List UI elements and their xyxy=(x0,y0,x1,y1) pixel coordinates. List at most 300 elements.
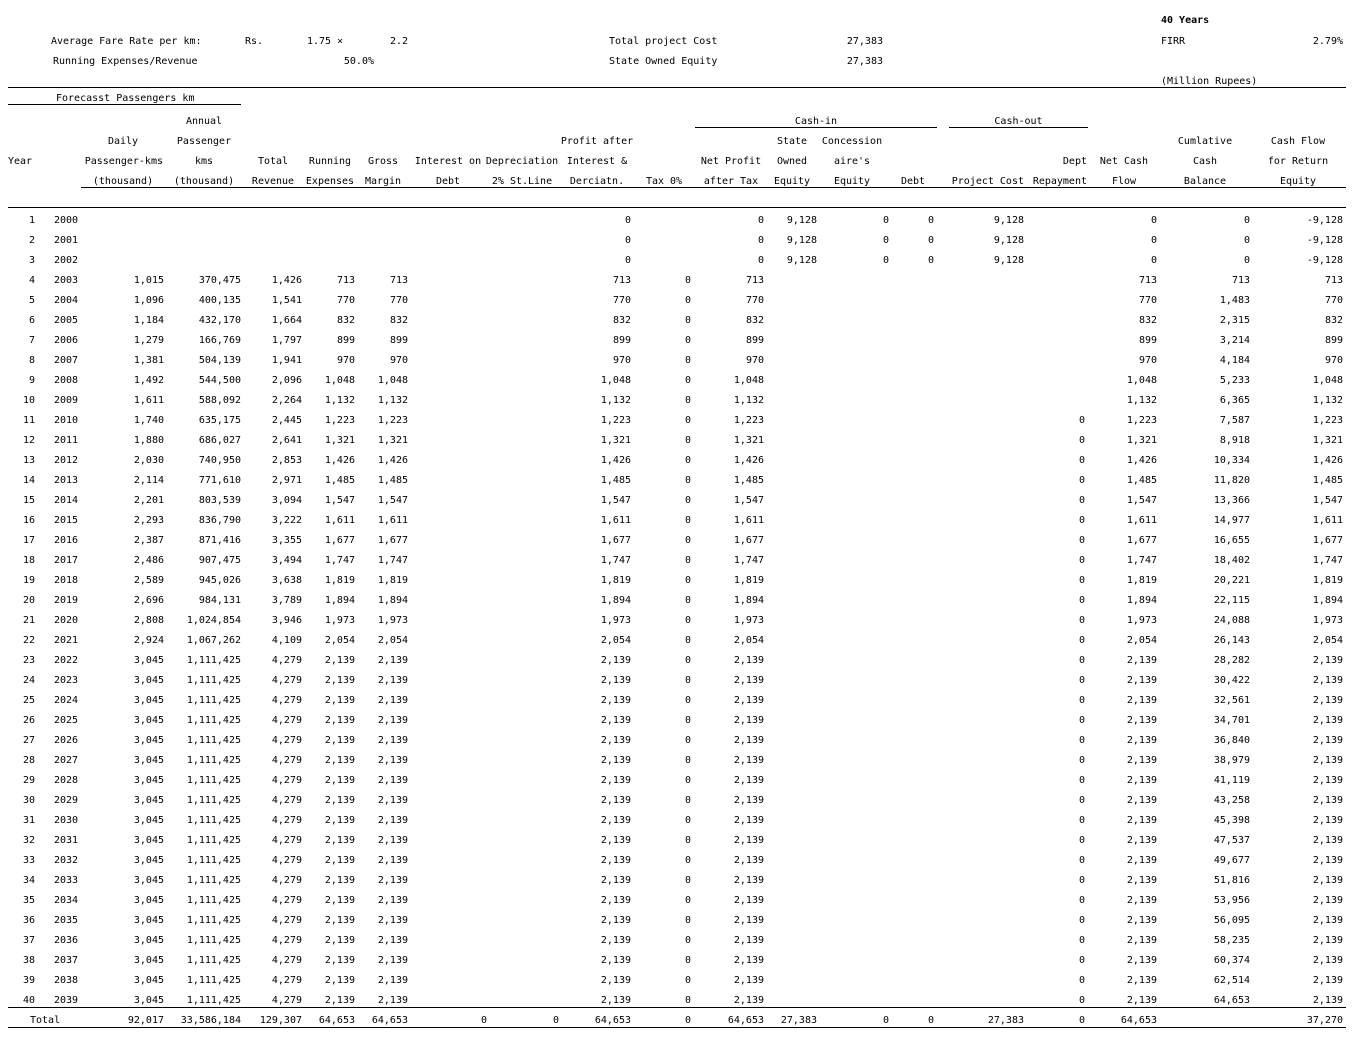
table-cell: 0 xyxy=(684,675,691,686)
table-cell: 1,111,425 xyxy=(186,995,241,1006)
table-cell: 2,139 xyxy=(377,675,408,686)
table-cell: 2,139 xyxy=(377,655,408,666)
table-cell: 8 xyxy=(28,355,35,366)
table-cell: 2,139 xyxy=(600,975,631,986)
table-cell: 62,514 xyxy=(1213,975,1250,986)
total-cell: 64,653 xyxy=(594,1015,631,1026)
table-cell: 2009 xyxy=(54,395,79,406)
table-cell: 770 xyxy=(612,295,631,306)
table-cell: 686,027 xyxy=(198,435,241,446)
table-cell: 1,483 xyxy=(1219,295,1250,306)
total-cell: Total xyxy=(30,1015,61,1026)
table-cell: 2,139 xyxy=(1126,815,1157,826)
table-cell: 0 xyxy=(684,275,691,286)
table-cell: 1,132 xyxy=(1312,395,1343,406)
table-cell: 0 xyxy=(1078,455,1085,466)
table-cell: 41,119 xyxy=(1213,775,1250,786)
table-cell: 713 xyxy=(1231,275,1250,286)
table-cell: 2,139 xyxy=(324,895,355,906)
table-cell: 1,067,262 xyxy=(186,635,241,646)
table-cell: 9 xyxy=(28,375,35,386)
table-cell: 0 xyxy=(927,215,934,226)
years-label: 40 Years xyxy=(1161,15,1210,26)
header-underline xyxy=(81,187,1346,188)
table-cell: 18 xyxy=(22,555,35,566)
total-cell: 27,383 xyxy=(780,1015,817,1026)
table-cell: 832 xyxy=(336,315,355,326)
table-cell: 4,279 xyxy=(271,775,302,786)
table-cell: 899 xyxy=(612,335,631,346)
table-cell: 1,677 xyxy=(600,535,631,546)
table-cell: 2,139 xyxy=(1126,915,1157,926)
table-cell: 1,321 xyxy=(733,435,764,446)
table-cell: 2,264 xyxy=(271,395,302,406)
table-cell: 3,045 xyxy=(133,955,164,966)
table-cell: 899 xyxy=(389,335,408,346)
table-cell: 871,416 xyxy=(198,535,241,546)
table-cell: 1,880 xyxy=(133,435,164,446)
table-cell: 2,139 xyxy=(600,655,631,666)
table-cell: 2018 xyxy=(54,575,79,586)
table-cell: 635,175 xyxy=(198,415,241,426)
table-cell: 2,139 xyxy=(600,815,631,826)
table-cell: 2,139 xyxy=(1312,795,1343,806)
table-cell: 43,258 xyxy=(1213,795,1250,806)
table-cell: 6 xyxy=(28,315,35,326)
total-cell: 92,017 xyxy=(127,1015,164,1026)
table-cell: 2,139 xyxy=(1312,715,1343,726)
table-cell: 1,048 xyxy=(733,375,764,386)
table-cell: 2,139 xyxy=(324,875,355,886)
table-cell: 6,365 xyxy=(1219,395,1250,406)
table-cell: 2010 xyxy=(54,415,79,426)
table-cell: 0 xyxy=(1078,975,1085,986)
table-cell: 1,132 xyxy=(600,395,631,406)
table-cell: 1,111,425 xyxy=(186,715,241,726)
table-cell: 0 xyxy=(1078,615,1085,626)
forecast-label: Forecasst Passengers km xyxy=(56,93,195,104)
table-cell: 2,139 xyxy=(733,975,764,986)
table-cell: 0 xyxy=(1243,255,1250,266)
table-cell: 0 xyxy=(684,655,691,666)
table-cell: 1,111,425 xyxy=(186,735,241,746)
column-header-text: Debt xyxy=(435,176,461,187)
table-cell: 4,279 xyxy=(271,995,302,1006)
table-cell: 2,139 xyxy=(377,895,408,906)
table-cell: 1,611 xyxy=(600,515,631,526)
table-cell: 1,111,425 xyxy=(186,755,241,766)
table-cell: 4,279 xyxy=(271,835,302,846)
table-cell: 3,045 xyxy=(133,815,164,826)
table-cell: 1,048 xyxy=(324,375,355,386)
table-cell: 2037 xyxy=(54,955,79,966)
table-cell: 30,422 xyxy=(1213,675,1250,686)
table-cell: 2,139 xyxy=(733,715,764,726)
table-cell: 2,808 xyxy=(133,615,164,626)
table-cell: 30 xyxy=(22,795,35,806)
table-cell: 2013 xyxy=(54,475,79,486)
table-cell: 32,561 xyxy=(1213,695,1250,706)
table-cell: 4,279 xyxy=(271,855,302,866)
table-cell: 770 xyxy=(1324,295,1343,306)
table-cell: 9,128 xyxy=(993,255,1024,266)
table-cell: 0 xyxy=(684,895,691,906)
table-cell: 2,139 xyxy=(324,655,355,666)
column-header-text: Margin xyxy=(364,176,402,187)
table-cell: 3,045 xyxy=(133,895,164,906)
table-cell: 2,139 xyxy=(377,715,408,726)
table-cell: 0 xyxy=(1078,435,1085,446)
table-cell: 1,894 xyxy=(1126,595,1157,606)
table-cell: 2,054 xyxy=(600,635,631,646)
table-cell: 11 xyxy=(22,415,35,426)
table-cell: 2,139 xyxy=(1312,775,1343,786)
table-cell: 3 xyxy=(28,255,35,266)
table-cell: 832 xyxy=(389,315,408,326)
table-cell: 0 xyxy=(684,535,691,546)
table-cell: 899 xyxy=(1324,335,1343,346)
table-cell: 2,139 xyxy=(733,815,764,826)
table-cell: 4,279 xyxy=(271,815,302,826)
table-cell: 1,819 xyxy=(600,575,631,586)
table-cell: 1,485 xyxy=(733,475,764,486)
table-cell: 2,486 xyxy=(133,555,164,566)
table-cell: 3,045 xyxy=(133,715,164,726)
table-cell: 1,485 xyxy=(600,475,631,486)
table-cell: 1,747 xyxy=(1126,555,1157,566)
cash-out-label: Cash-out xyxy=(994,116,1043,127)
table-cell: 2,139 xyxy=(600,935,631,946)
table-cell: 4,184 xyxy=(1219,355,1250,366)
table-cell: 2,139 xyxy=(1126,935,1157,946)
table-cell: 0 xyxy=(757,255,764,266)
table-cell: 713 xyxy=(1324,275,1343,286)
table-cell: 1,426 xyxy=(600,455,631,466)
table-cell: 1,426 xyxy=(377,455,408,466)
table-cell: 0 xyxy=(1078,935,1085,946)
table-cell: 1,111,425 xyxy=(186,955,241,966)
table-cell: 3,355 xyxy=(271,535,302,546)
table-cell: 0 xyxy=(684,555,691,566)
table-cell: 3,494 xyxy=(271,555,302,566)
table-cell: 2,445 xyxy=(271,415,302,426)
table-cell: 2,114 xyxy=(133,475,164,486)
table-cell: 17 xyxy=(22,535,35,546)
table-cell: 1,048 xyxy=(1126,375,1157,386)
table-cell: 2,054 xyxy=(733,635,764,646)
table-cell: 2,096 xyxy=(271,375,302,386)
table-cell: 1,426 xyxy=(733,455,764,466)
column-header-text: Concession xyxy=(821,136,883,147)
table-cell: 2,139 xyxy=(1126,695,1157,706)
table-cell: 1,279 xyxy=(133,335,164,346)
table-cell: 26,143 xyxy=(1213,635,1250,646)
total-cell: 0 xyxy=(480,1015,487,1026)
table-cell: 1,747 xyxy=(600,555,631,566)
table-cell: 2028 xyxy=(54,775,79,786)
table-cell: 2,139 xyxy=(600,895,631,906)
column-header-text: Cash Flow xyxy=(1270,136,1326,147)
table-cell: 0 xyxy=(684,295,691,306)
table-cell: 2,139 xyxy=(733,795,764,806)
table-cell: 1,223 xyxy=(733,415,764,426)
table-cell: 23 xyxy=(22,655,35,666)
table-cell: 2,139 xyxy=(600,795,631,806)
table-cell: 2,139 xyxy=(324,715,355,726)
column-header-text: Dept xyxy=(1062,156,1087,167)
table-cell: 970 xyxy=(1324,355,1343,366)
table-cell: 1,894 xyxy=(600,595,631,606)
table-cell: 0 xyxy=(684,955,691,966)
table-cell: 1,132 xyxy=(324,395,355,406)
table-cell: 0 xyxy=(927,255,934,266)
table-cell: 9,128 xyxy=(786,255,817,266)
table-cell: 1,547 xyxy=(324,495,355,506)
table-cell: 2021 xyxy=(54,635,79,646)
table-cell: 1,819 xyxy=(1312,575,1343,586)
table-cell: 1,747 xyxy=(377,555,408,566)
table-cell: 2,139 xyxy=(1312,735,1343,746)
table-cell: 3,045 xyxy=(133,755,164,766)
table-cell: 984,131 xyxy=(198,595,241,606)
top-divider xyxy=(8,87,1346,88)
table-cell: 803,539 xyxy=(198,495,241,506)
table-cell: 713 xyxy=(1138,275,1157,286)
table-cell: 2019 xyxy=(54,595,79,606)
table-cell: 4,109 xyxy=(271,635,302,646)
state-equity-value: 27,383 xyxy=(846,56,883,67)
table-cell: 0 xyxy=(927,235,934,246)
table-cell: 0 xyxy=(1078,955,1085,966)
table-cell: 970 xyxy=(612,355,631,366)
table-cell: 1,547 xyxy=(600,495,631,506)
total-cell: 129,307 xyxy=(259,1015,302,1026)
table-cell: 771,610 xyxy=(198,475,241,486)
total-cell: 0 xyxy=(1078,1015,1085,1026)
table-cell: 2 xyxy=(28,235,35,246)
table-cell: 0 xyxy=(684,735,691,746)
table-cell: 3,045 xyxy=(133,975,164,986)
table-cell: 49,677 xyxy=(1213,855,1250,866)
table-cell: 2,139 xyxy=(324,735,355,746)
table-cell: 0 xyxy=(1078,835,1085,846)
table-cell: 1,223 xyxy=(1312,415,1343,426)
table-cell: 0 xyxy=(1078,855,1085,866)
table-cell: 1,132 xyxy=(1126,395,1157,406)
units-label: (Million Rupees) xyxy=(1161,76,1258,87)
table-cell: 0 xyxy=(684,375,691,386)
cash-in-label: Cash-in xyxy=(794,116,838,127)
table-cell: 2,853 xyxy=(271,455,302,466)
column-header-text: Project Cost xyxy=(951,176,1024,187)
table-cell: 2,139 xyxy=(377,995,408,1006)
table-cell: 2006 xyxy=(54,335,79,346)
table-cell: 2,139 xyxy=(600,915,631,926)
column-header-text: (thousand) xyxy=(92,176,154,187)
table-cell: 2,139 xyxy=(600,835,631,846)
table-cell: 4,279 xyxy=(271,955,302,966)
table-cell: 9,128 xyxy=(993,215,1024,226)
table-cell: 7 xyxy=(28,335,35,346)
table-cell: 3,214 xyxy=(1219,335,1250,346)
table-cell: 0 xyxy=(684,975,691,986)
table-cell: 58,235 xyxy=(1213,935,1250,946)
table-cell: 2002 xyxy=(54,255,79,266)
column-header-text: aire's xyxy=(833,156,871,167)
table-cell: 2,139 xyxy=(324,815,355,826)
table-cell: 0 xyxy=(684,435,691,446)
table-cell: 1,819 xyxy=(377,575,408,586)
column-header-text: Net Cash xyxy=(1099,156,1149,167)
table-cell: 0 xyxy=(1078,695,1085,706)
table-cell: 2,139 xyxy=(1312,935,1343,946)
table-cell: 2,030 xyxy=(133,455,164,466)
column-header-text: Tax 0% xyxy=(645,176,683,187)
total-cell: 64,653 xyxy=(1120,1015,1157,1026)
table-cell: 2,139 xyxy=(324,955,355,966)
table-cell: 2032 xyxy=(54,855,79,866)
table-cell: 2,139 xyxy=(733,835,764,846)
total-top-rule xyxy=(8,1007,1346,1008)
table-cell: 1,941 xyxy=(271,355,302,366)
table-cell: 1,096 xyxy=(133,295,164,306)
table-cell: -9,128 xyxy=(1306,235,1343,246)
table-cell: 2,139 xyxy=(1312,855,1343,866)
table-cell: 0 xyxy=(684,835,691,846)
table-cell: 2000 xyxy=(54,215,79,226)
table-cell: 0 xyxy=(1078,815,1085,826)
table-cell: 3,094 xyxy=(271,495,302,506)
table-cell: 2011 xyxy=(54,435,79,446)
table-cell: 35 xyxy=(22,895,35,906)
table-cell: 64,653 xyxy=(1213,995,1250,1006)
table-cell: 2,139 xyxy=(733,995,764,1006)
table-cell: 1,547 xyxy=(1126,495,1157,506)
table-cell: 2,641 xyxy=(271,435,302,446)
table-cell: 2,293 xyxy=(133,515,164,526)
fare-rate: 1.75 × xyxy=(307,36,344,47)
table-cell: 2,139 xyxy=(324,835,355,846)
table-cell: 14,977 xyxy=(1213,515,1250,526)
table-cell: 2,139 xyxy=(600,675,631,686)
table-cell: 39 xyxy=(22,975,35,986)
table-cell: 370,475 xyxy=(198,275,241,286)
column-header-text: Total xyxy=(257,156,289,167)
table-cell: 1,894 xyxy=(324,595,355,606)
table-cell: 0 xyxy=(882,235,889,246)
column-header-text: Cumlative xyxy=(1177,136,1233,147)
table-cell: 1,111,425 xyxy=(186,975,241,986)
column-header-text: kms xyxy=(194,156,214,167)
table-cell: 3,045 xyxy=(133,775,164,786)
table-cell: 0 xyxy=(1078,595,1085,606)
table-cell: 2,139 xyxy=(324,995,355,1006)
table-cell: 970 xyxy=(336,355,355,366)
column-header-text: Profit after xyxy=(560,136,634,147)
total-cell: 64,653 xyxy=(318,1015,355,1026)
table-cell: 4,279 xyxy=(271,675,302,686)
column-header-text: Passenger xyxy=(176,136,232,147)
table-cell: 1,485 xyxy=(1312,475,1343,486)
table-cell: 16 xyxy=(22,515,35,526)
table-cell: 0 xyxy=(684,995,691,1006)
table-cell: 400,135 xyxy=(198,295,241,306)
table-cell: 2,139 xyxy=(1126,755,1157,766)
column-header-text: Net Profit xyxy=(700,156,762,167)
table-cell: 1,048 xyxy=(600,375,631,386)
table-cell: 0 xyxy=(684,615,691,626)
table-cell: 0 xyxy=(684,355,691,366)
table-cell: 2,139 xyxy=(324,935,355,946)
table-cell: 22 xyxy=(22,635,35,646)
table-cell: 0 xyxy=(684,575,691,586)
table-cell: 5 xyxy=(28,295,35,306)
table-cell: 2,139 xyxy=(1312,975,1343,986)
table-cell: 4,279 xyxy=(271,935,302,946)
table-cell: 10 xyxy=(22,395,35,406)
table-cell: 29 xyxy=(22,775,35,786)
column-header-text: Year xyxy=(7,156,33,167)
table-cell: 544,500 xyxy=(198,375,241,386)
table-cell: 2,139 xyxy=(1312,835,1343,846)
column-header-text: Equity xyxy=(1279,176,1317,187)
table-cell: 4,279 xyxy=(271,795,302,806)
table-cell: 2,139 xyxy=(377,815,408,826)
table-cell: 432,170 xyxy=(198,315,241,326)
table-cell: 2,139 xyxy=(600,995,631,1006)
table-cell: 2,139 xyxy=(1312,895,1343,906)
table-cell: 2,139 xyxy=(1312,955,1343,966)
table-cell: 1,611 xyxy=(1126,515,1157,526)
table-cell: 1,321 xyxy=(1126,435,1157,446)
table-cell: 1,664 xyxy=(271,315,302,326)
running-label: Running Expenses/Revenue xyxy=(53,56,198,67)
total-cell: 27,383 xyxy=(987,1015,1024,1026)
table-cell: 1,677 xyxy=(1126,535,1157,546)
table-cell: 0 xyxy=(1078,535,1085,546)
table-cell: 2,139 xyxy=(324,795,355,806)
table-cell: 3,045 xyxy=(133,915,164,926)
table-cell: 1,677 xyxy=(377,535,408,546)
table-cell: 1,492 xyxy=(133,375,164,386)
table-cell: 1,048 xyxy=(1312,375,1343,386)
table-cell: 0 xyxy=(684,695,691,706)
total-cost-label: Total project Cost xyxy=(609,36,718,47)
table-cell: 2,139 xyxy=(1126,715,1157,726)
table-cell: 2,139 xyxy=(1126,895,1157,906)
table-cell: 2,139 xyxy=(600,955,631,966)
table-cell: 4,279 xyxy=(271,655,302,666)
table-cell: 1,111,425 xyxy=(186,855,241,866)
table-cell: 22,115 xyxy=(1213,595,1250,606)
table-cell: 2,139 xyxy=(1312,915,1343,926)
table-cell: 588,092 xyxy=(198,395,241,406)
table-cell: 18,402 xyxy=(1213,555,1250,566)
table-cell: 2031 xyxy=(54,835,79,846)
column-header-text: Derciatn. xyxy=(569,176,625,187)
table-cell: 2,139 xyxy=(1126,875,1157,886)
table-cell: 945,026 xyxy=(198,575,241,586)
column-header-text: Interest & xyxy=(566,156,628,167)
table-cell: 3,045 xyxy=(133,855,164,866)
table-cell: 1,677 xyxy=(1312,535,1343,546)
table-cell: 2,139 xyxy=(600,775,631,786)
table-cell: 0 xyxy=(1078,575,1085,586)
table-cell: 1,223 xyxy=(1126,415,1157,426)
table-cell: 1,024,854 xyxy=(186,615,241,626)
table-cell: 1,547 xyxy=(733,495,764,506)
table-cell: 970 xyxy=(389,355,408,366)
